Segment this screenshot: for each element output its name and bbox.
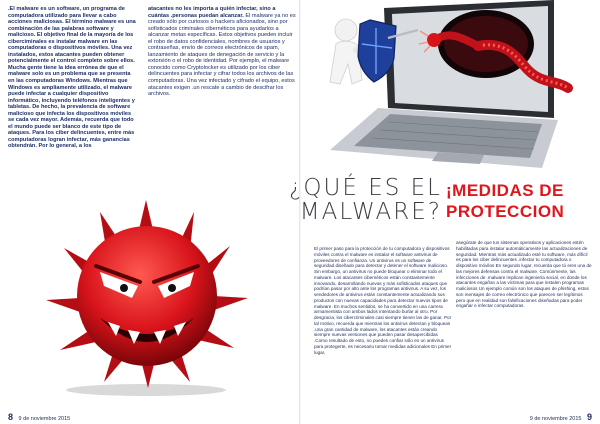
left-footer-date: 9 de noviembre 2015: [18, 416, 71, 422]
right-page-number: 9: [586, 412, 592, 422]
left-column-text: .El malware es un software, un programa de computadora utilizado para llevar a cabo acciones maliciosas. El término malware es una combinación de las palabras software y malicioso. El objetivo final de la mayoría de los ciberciminales es instalar malware en las computadoras o dispositivos móviles. Una vez instalados, estos atacantes pueden obtener potencialmente el control completo sobre ellos. Mucha gente tiene la idea errónea de que el malware solo es un problema que se presenta en las computadoras Windows. Mientras que Windows es ampliamente utilizado, el malware puede infectar a cualquier dispositivo informático, incluyendo teléfonos inteligentes y tabletas. De hecho, la prevalencia de software malicioso que infecta los dispositivos móviles se cada vez mayor. Además, recuerda que todo el mundo puede ser blanco de este tipo de ataques. Para los ciber delincuentes, entre más computadoras logran infectar, más ganancias obtendrán. Por lo general, a los: [8, 6, 136, 150]
heading-protection-measures: ¡MEDIDAS DE PROTECCION: [446, 181, 565, 221]
heading-what-is-malware: ¿QUÉ ES EL MALWARE?: [289, 175, 442, 225]
red-spiky-virus-illustration: [8, 190, 278, 400]
right-footer: [530, 412, 592, 422]
virus-shadow: [66, 384, 226, 396]
center-column-body: El malware ya no es creado sólo por curiosos o hackers aficionados, sino por sofisticados criminales cibernéticos para ayudarlos a alcanzar metas específicas. Estos objetivos pueden incluir el robo de datos confidenciales, nombres de usuarios y contraseñas, envío de correos electrónicos de spam, lanzamiento de ataques de denegación de servicio y la extorsión o el robo de identidad. Por ejemplo, el malware conocido como Cryptolocker es utilizado por los ciber delincuentes para infectar y cifrar todos los archivos de las computadoras. Una vez infectado y cifrado el equipo, estos atacantes exigen .un rescate a cambio de descifrar los archivos.: [148, 12, 296, 98]
center-column-lead: atacantes no les importa a quién infectar, sino a cuántas .personas puedan alcanzar.: [148, 6, 276, 19]
laptop-shield-worm-illustration: [318, 0, 600, 176]
center-column-text: [148, 6, 296, 98]
protection-column-1: El primer paso para la protección de tu computadora y dispositivos móviles contra el malware es instalar el software antivirus de proveedores de confianza. Un antivirus es un software de seguridad diseñado para detectar y detener el software malicioso. Sin embargo, un antivirus no puede bloquear o eliminar todo el malware. Los atacantes cibernéticos están constantemente innovando, desarrollando nuevas y más sofisticados ataques que podrían pasar por alto ante los programas antivirus. A su vez, los vendedores de antivirus están constantemente actualizando sus productos con nuevas capacidades para detectar nuevos tipos de malware. En muchos sentidos, se ha convertido en una carrera armamentista con ambos lados intentando burlar al otro. Por desgracia, los cibercriminales casi siempre tienen las de ganar. Por tal motivo, recuerda que mientras los antivirus detectan y bloquean .una gran cantidad de malware, los atacantes están creando siempre nuevas versiones que pueden pasar desapercibidas .Como resultado de esto, no puedes confiar sólo en un antivirus para protegerte, es necesario tomar medidas adicionales En primer lugar,: [314, 246, 452, 355]
right-footer-date: 9 de noviembre 2015: [529, 416, 582, 422]
left-page-number: 8: [8, 412, 14, 422]
white-figure-head: [335, 19, 357, 41]
worm-head: [427, 33, 441, 47]
left-footer: [8, 412, 70, 422]
protection-column-2: asegúrate de que tus sistemas operativos y aplicaciones estén habilitadas para instalar automáticamente las actualizaciones de seguridad. Mientras más actualizado esté tu software, más difícil es para los ciber delincuentes .infectar tu computadora o dispositivo móvilos En segundo lugar, recuerda que tú eres una de las mejores defensas contra el malware. Comúnmente, las infecciones de .malware implican ingeniería social, en donde los atacantes engañan a las víctimas para que instalen programas maliciosos Un ejemplo común son los ataques de phishing, estos son mensajes de correo electrónico que parecen ser legítimos pero que en realidad son falsificaciones diseñadas para poder engañar e infectar computadoras.: [456, 240, 592, 309]
virus-body: [77, 226, 217, 366]
